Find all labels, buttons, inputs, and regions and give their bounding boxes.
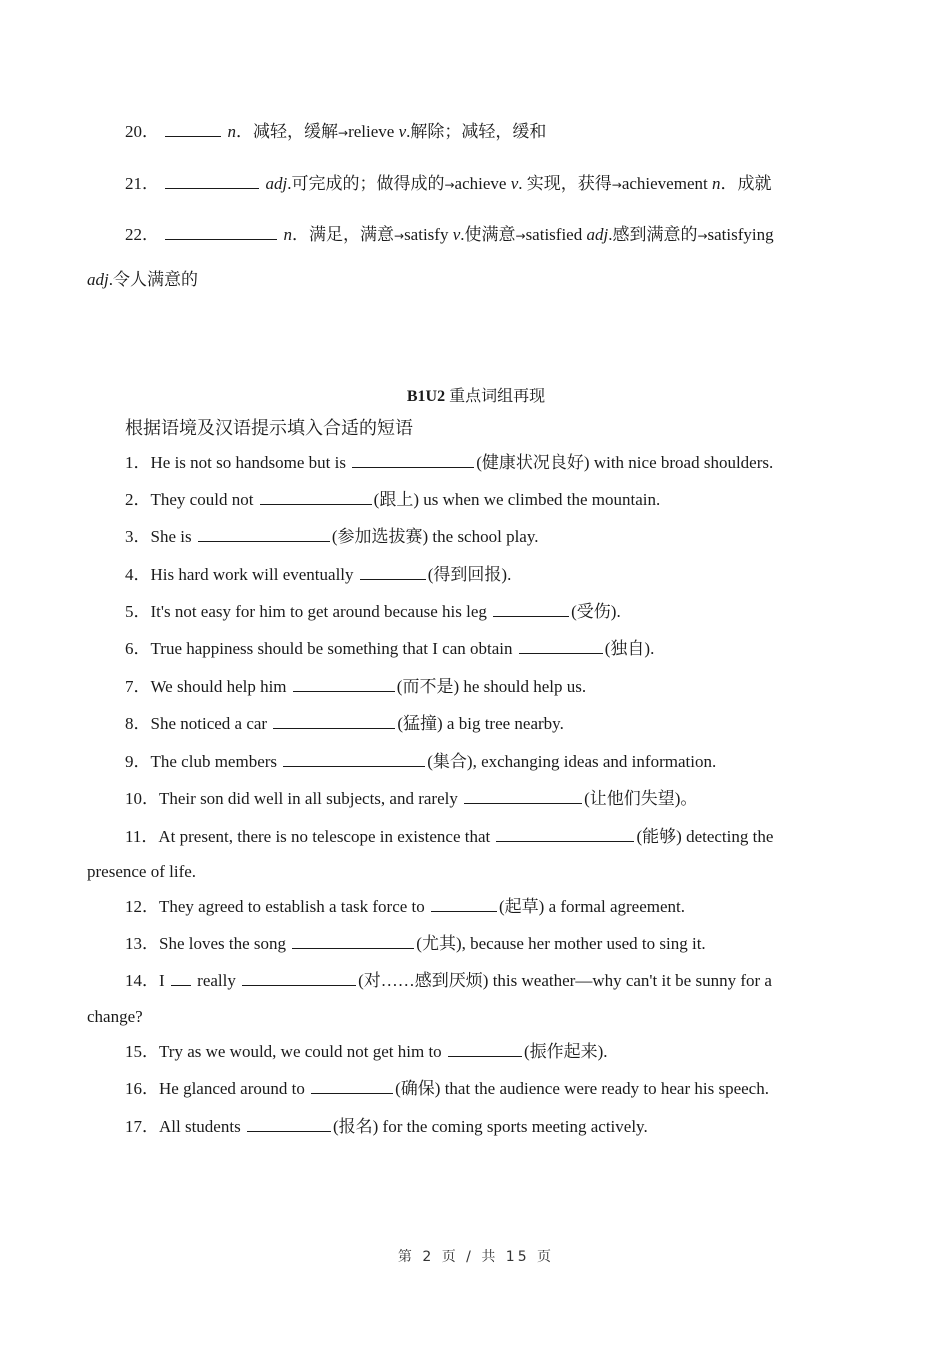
item-number: 12． [125, 897, 159, 916]
sentence-text: She noticed a car [150, 714, 272, 733]
answer-blank[interactable] [247, 1115, 331, 1132]
related-word: satisfied [525, 225, 583, 244]
answer-blank[interactable] [519, 637, 603, 654]
chinese-hint: (跟上) [373, 490, 419, 509]
arrow-icon: → [338, 126, 349, 140]
item-number: 21． [125, 174, 159, 193]
vocab-item-21 [125, 172, 952, 197]
sentence-text: Their son did well in all subjects, and rarely [159, 789, 463, 808]
item-number: 7． [125, 677, 151, 696]
chinese-hint: (健康状况良好) [476, 453, 590, 472]
sentence-text: Try as we would, we could not get him to [159, 1042, 446, 1061]
sentence-text: us when we climbed the mountain. [419, 490, 661, 509]
item-number: 22． [125, 225, 159, 244]
sentence-text: All students [159, 1117, 245, 1136]
answer-blank[interactable] [283, 750, 425, 767]
sentence-text: . [507, 565, 512, 584]
sentence-text: We should help him [150, 677, 291, 696]
definition: . 实现，获得 [518, 174, 612, 193]
sentence-text: . [616, 602, 621, 621]
sentence-text: , exchanging ideas and information. [472, 752, 717, 771]
exercise-11 [125, 825, 952, 849]
sentence-text: that the audience were ready to hear his speech. [440, 1079, 769, 1098]
chinese-hint: (确保) [395, 1079, 441, 1098]
definition: .令人满意的 [108, 270, 198, 289]
vocab-item-22 [125, 223, 952, 248]
vocab-item-22-continuation [87, 268, 952, 292]
part-of-speech: n [227, 122, 236, 141]
item-number: 13． [125, 934, 159, 953]
exercise-17 [125, 1115, 952, 1139]
exercise-9 [125, 750, 952, 774]
answer-blank[interactable] [165, 120, 221, 137]
item-number: 5． [125, 602, 151, 621]
exercise-14-continuation: change? [87, 1007, 143, 1026]
answer-blank[interactable] [448, 1040, 522, 1057]
definition: ．满足，满意 [292, 225, 394, 244]
arrow-icon: → [697, 229, 708, 243]
sentence-text: . [603, 1042, 608, 1061]
exercise-10 [125, 787, 952, 811]
answer-blank[interactable] [165, 172, 259, 189]
section-title [0, 383, 952, 406]
answer-blank[interactable] [493, 600, 569, 617]
chinese-hint: (猛撞) [397, 714, 443, 733]
vocab-item-20 [125, 120, 952, 145]
sentence-text: It's not easy for him to get around because his leg [150, 602, 492, 621]
chinese-hint: (集合) [427, 752, 473, 771]
sentence-text: I [159, 971, 169, 990]
item-number: 14． [125, 971, 159, 990]
chinese-hint: (让他们失望) [584, 789, 681, 808]
sentence-text: , because her mother used to sing it. [461, 934, 706, 953]
chinese-hint: (起草) [499, 897, 545, 916]
exercise-11-continuation: presence of life. [87, 862, 197, 881]
item-number: 6． [125, 639, 151, 658]
chinese-hint: (对……感到厌烦) [358, 971, 489, 990]
part-of-speech: v [510, 174, 519, 193]
sentence-text: a formal agreement. [544, 897, 685, 916]
exercise-14 [125, 969, 952, 993]
item-number: 1． [125, 453, 151, 472]
arrow-icon: → [515, 229, 526, 243]
exercise-7 [125, 675, 952, 699]
item-number: 17． [125, 1117, 159, 1136]
section-instruction: 根据语境及汉语提示填入合适的短语 [125, 418, 413, 439]
part-of-speech: v [398, 122, 407, 141]
sentence-text: for the coming sports meeting actively. [378, 1117, 648, 1136]
answer-blank[interactable] [260, 488, 372, 505]
item-number: 3． [125, 527, 151, 546]
exercise-4 [125, 563, 952, 587]
sentence-text: At present, there is no telescope in existence that [158, 827, 495, 846]
related-word: satisfying [707, 225, 774, 244]
exercise-5 [125, 600, 952, 624]
exercise-2 [125, 488, 952, 512]
exercise-15 [125, 1040, 952, 1064]
item-number: 20． [125, 122, 159, 141]
sentence-text: She is [150, 527, 196, 546]
sentence-text: 。 [680, 789, 698, 808]
part-of-speech: v [452, 225, 461, 244]
part-of-speech: n [283, 225, 292, 244]
page-number-footer: 第 2 页 / 共 15 页 [397, 1249, 555, 1265]
answer-blank[interactable] [273, 712, 395, 729]
chinese-hint: (参加选拔赛) [331, 527, 429, 546]
sentence-text: They could not [150, 490, 258, 509]
answer-blank[interactable] [242, 969, 356, 986]
section-code: B1U2 [406, 388, 446, 405]
chinese-hint: (而不是) [396, 677, 460, 696]
sentence-text: He is not so handsome but is [150, 453, 351, 472]
sentence-text: His hard work will eventually [150, 565, 358, 584]
exercise-8 [125, 712, 952, 736]
exercise-6 [125, 637, 952, 661]
sentence-text: True happiness should be something that I can obtain [150, 639, 517, 658]
chinese-hint: (受伤) [571, 602, 617, 621]
exercise-13 [125, 932, 952, 956]
sentence-text: a big tree nearby. [442, 714, 564, 733]
part-of-speech: adj [265, 174, 288, 193]
answer-blank[interactable] [292, 932, 414, 949]
answer-blank[interactable] [293, 675, 395, 692]
chinese-hint: (尤其) [416, 934, 462, 953]
sentence-text: this weather—why can't it be sunny for a [488, 971, 772, 990]
arrow-icon: → [444, 178, 455, 192]
answer-blank[interactable] [311, 1077, 393, 1094]
part-of-speech: adj [586, 225, 609, 244]
chinese-hint: (能够) [636, 827, 682, 846]
sentence-text: really [192, 971, 241, 990]
answer-blank[interactable] [198, 525, 330, 542]
definition: .感到满意的 [608, 225, 698, 244]
exercise-3 [125, 525, 952, 549]
answer-blank[interactable] [352, 451, 474, 468]
item-number: 16． [125, 1079, 159, 1098]
exercise-1 [125, 451, 952, 475]
item-number: 10． [125, 789, 159, 808]
answer-blank-small[interactable] [171, 969, 191, 986]
related-word: achieve [454, 174, 507, 193]
chinese-hint: (报名) [332, 1117, 379, 1136]
chinese-hint: (得到回报) [427, 565, 508, 584]
arrow-icon: → [611, 178, 622, 192]
item-number: 11． [125, 827, 159, 846]
arrow-icon: → [394, 229, 405, 243]
item-number: 15． [125, 1042, 159, 1061]
related-word: achievement [621, 174, 708, 193]
sentence-text: He glanced around to [159, 1079, 310, 1098]
related-word: satisfy [404, 225, 449, 244]
definition: ．成就 [720, 174, 772, 193]
sentence-text: detecting the [681, 827, 774, 846]
answer-blank[interactable] [165, 223, 277, 240]
sentence-text: . [650, 639, 655, 658]
exercise-12 [125, 895, 952, 919]
sentence-text: They agreed to establish a task force to [159, 897, 430, 916]
part-of-speech: adj [87, 270, 109, 289]
item-number: 4． [125, 565, 151, 584]
sentence-text: with nice broad shoulders. [589, 453, 774, 472]
definition: .使满意 [460, 225, 516, 244]
answer-blank[interactable] [431, 895, 497, 912]
sentence-text: She loves the song [159, 934, 291, 953]
answer-blank[interactable] [464, 787, 582, 804]
sentence-text: he should help us. [459, 677, 587, 696]
related-word: relieve [348, 122, 395, 141]
definition: .可完成的；做得成的 [287, 174, 445, 193]
chinese-hint: (独自) [604, 639, 651, 658]
section-name: 重点词组再现 [445, 388, 546, 405]
answer-blank[interactable] [360, 563, 426, 580]
exercise-16 [125, 1077, 952, 1101]
item-number: 8． [125, 714, 151, 733]
definition: ．减轻，缓解 [236, 122, 338, 141]
item-number: 9． [125, 752, 151, 771]
part-of-speech: n [711, 174, 721, 193]
answer-blank[interactable] [496, 825, 634, 842]
item-number: 2． [125, 490, 151, 509]
sentence-text: The club members [150, 752, 282, 771]
sentence-text: the school play. [428, 527, 539, 546]
chinese-hint: (振作起来) [523, 1042, 604, 1061]
definition: .解除；减轻，缓和 [406, 122, 547, 141]
